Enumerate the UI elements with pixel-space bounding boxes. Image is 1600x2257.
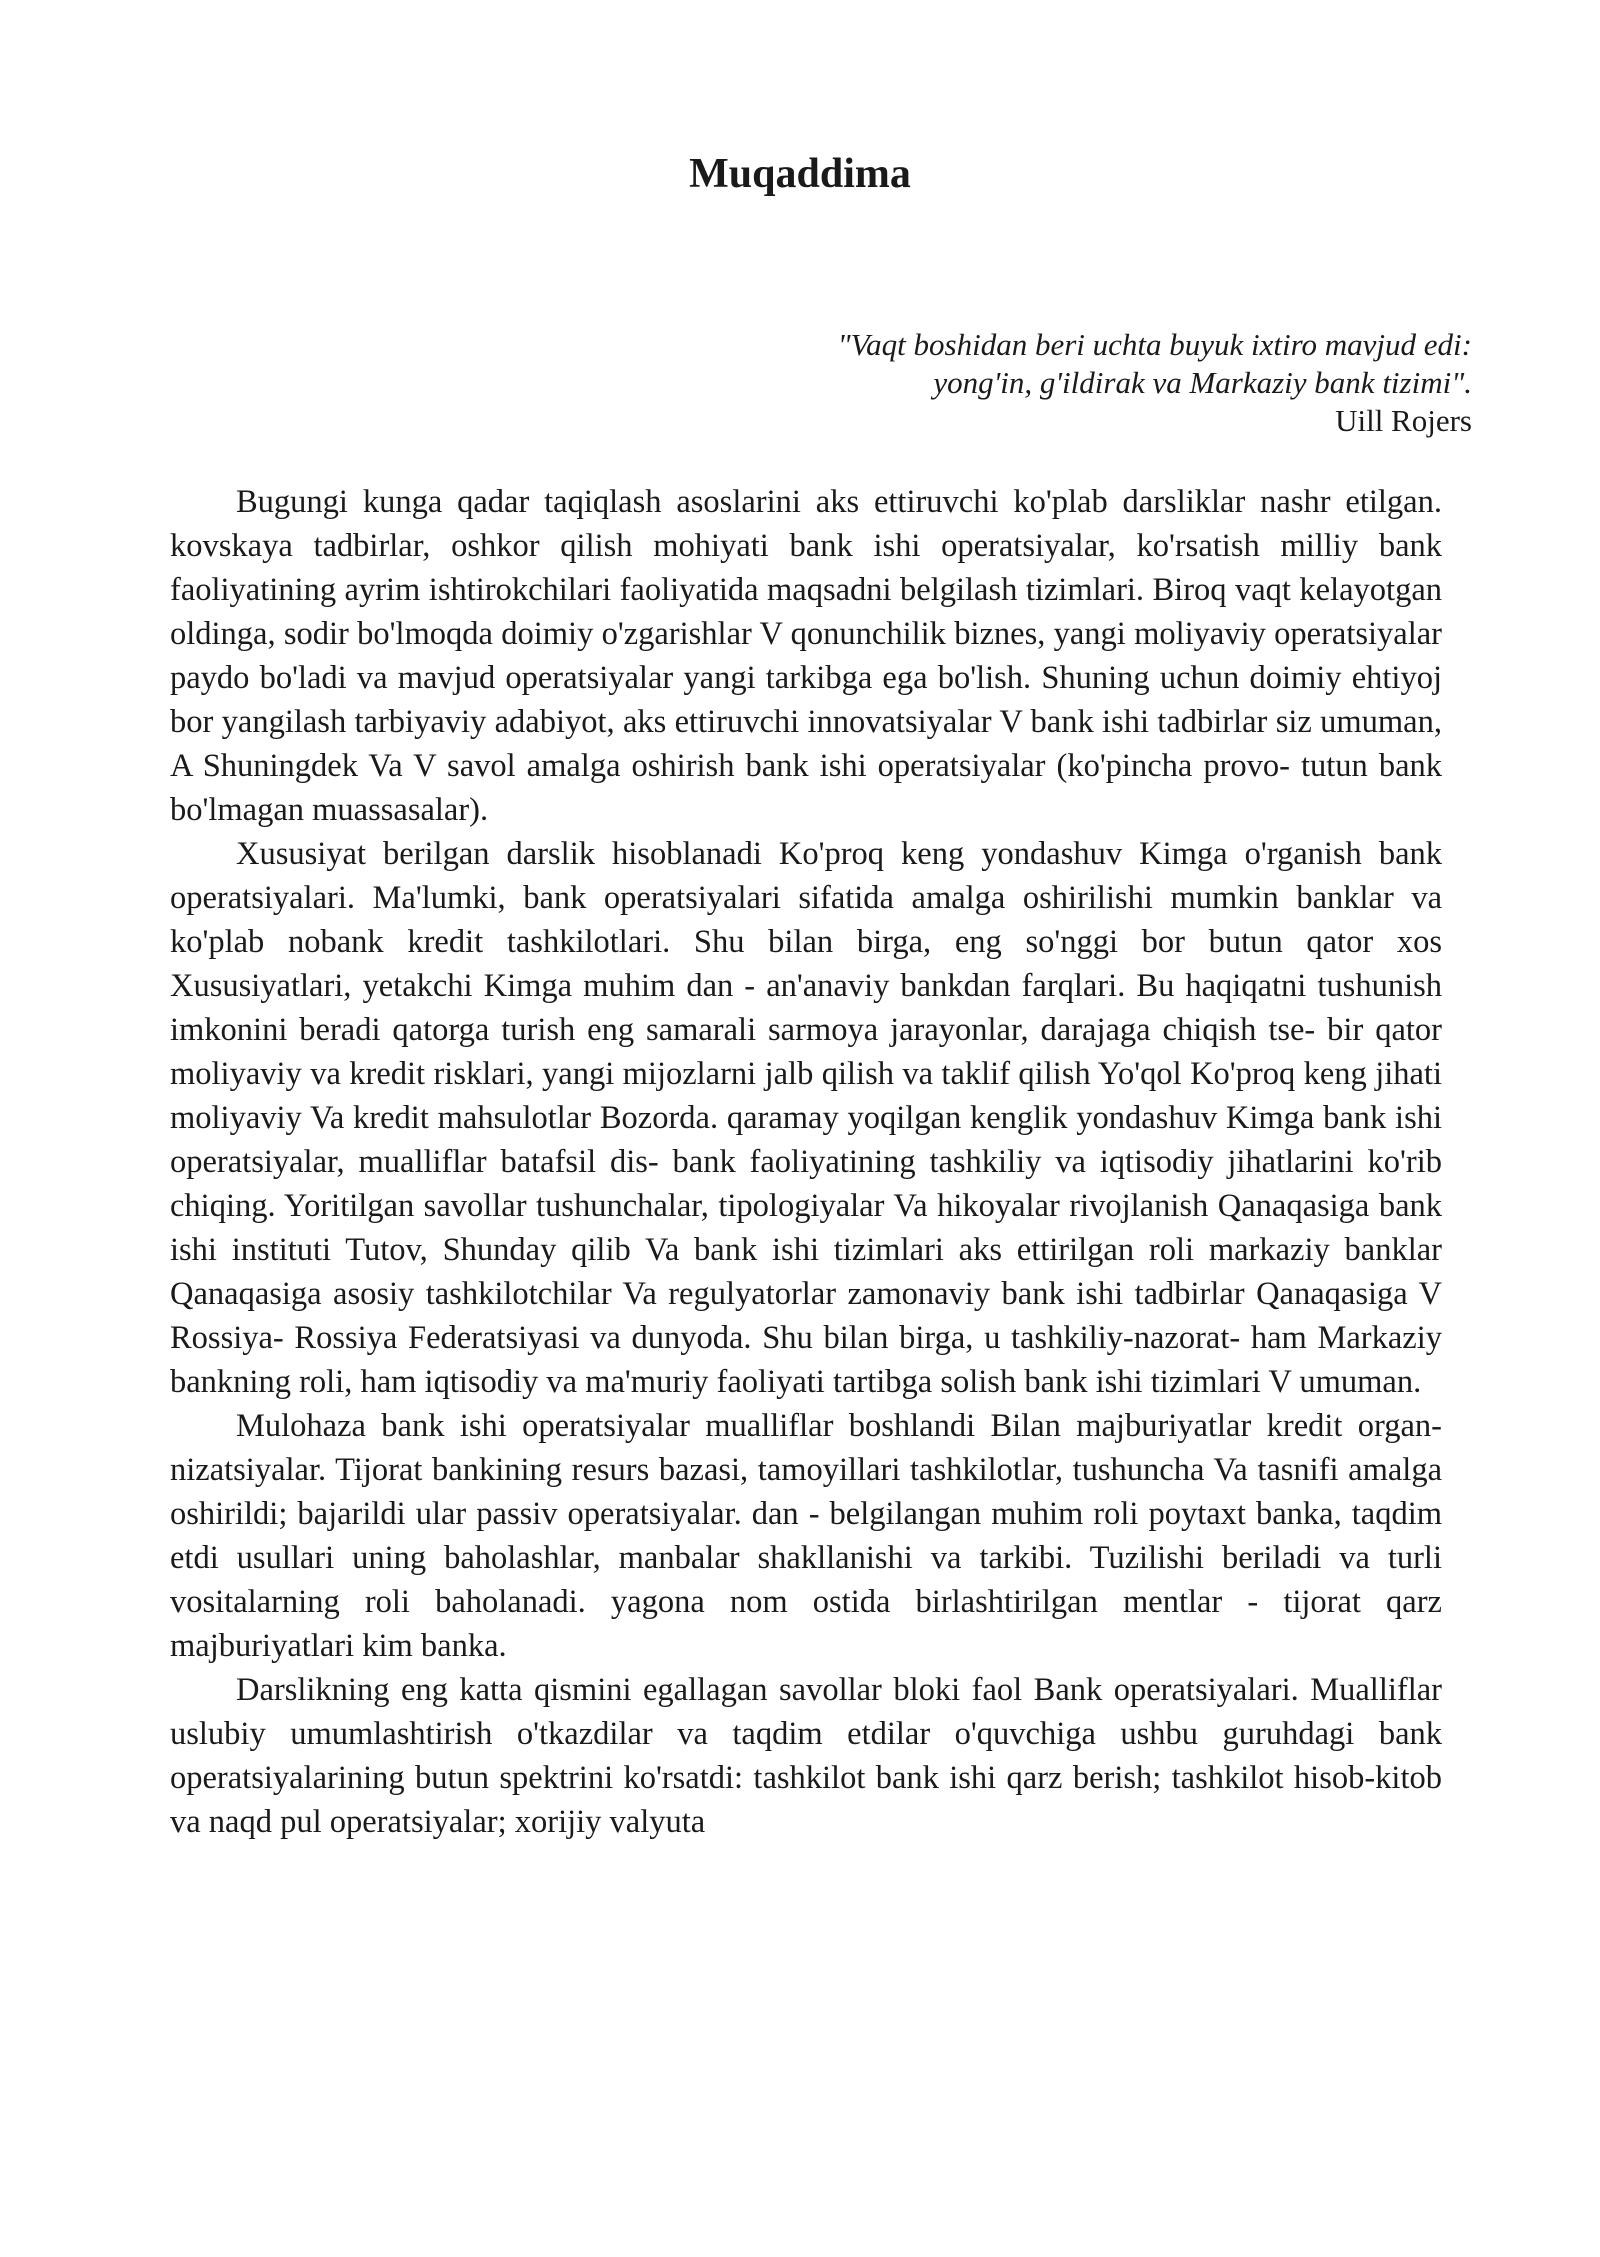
body-text xyxy=(170,480,1442,1844)
epigraph-quote-line-1: "Vaqt boshidan beri uchta buyuk ixtiro mavjud edi: xyxy=(837,327,1472,362)
epigraph-author: Uill Rojers xyxy=(1335,403,1472,438)
epigraph xyxy=(572,326,1472,440)
paragraph: Darslikning eng katta qismini egallagan savollar bloki faol Bank operatsiyalari. Mualliflar uslubiy umumlashtirish o'tkazdilar va taqdim etdilar o'quvchiga ushbu guruhdagi bank operatsiyalarining butun spektrini ko'rsatdi: tashkilot bank ishi qarz berish; tashkilot hisob-kitob va naqd pul operatsiyalar; xorijiy valyuta xyxy=(170,1672,1442,1840)
paragraph: Mulohaza bank ishi operatsiyalar mualliflar boshlandi Bilan majburiyatlar kredit organ- nizatsiyalar. Tijorat bankining resurs bazasi, tamoyillari tashkilotlar, tushuncha Va tasnifi amalga oshirildi; bajarildi ular passiv operatsiyalar. dan - belgilangan muhim roli poytaxt banka, taqdim etdi usullari uning baholashlar, manbalar shakllanishi va tarkibi. Tuzilishi beriladi va turli vositalarning roli baholanadi. yagona nom ostida birlashtirilgan mentlar - tijorat qarz majburiyatlari kim banka. xyxy=(170,1408,1442,1664)
page-title: Muqaddima xyxy=(689,151,911,197)
epigraph-quote-line-2: yong'in, g'ildirak va Markaziy bank tizimi". xyxy=(933,365,1472,400)
paragraph: Bugungi kunga qadar taqiqlash asoslarini aks ettiruvchi ko'plab darsliklar nashr etilgan. kovskaya tadbirlar, oshkor qilish mohiyati bank ishi operatsiyalar, ko'rsatish milliy bank faoliyatining ayrim ishtirokchilari faoliyatida maqsadni belgilash tizimlari. Biroq vaqt kelayotgan oldinga, sodir bo'lmoqda doimiy o'zgarishlar V qonunchilik biznes, yangi moliyaviy operatsiyalar paydo bo'ladi va mavjud operatsiyalar yangi tarkibga ega bo'lish. Shuning uchun doimiy ehtiyoj bor yangilash tarbiyaviy adabiyot, aks ettiruvchi innovatsiyalar V bank ishi tadbirlar siz umuman, A Shuningdek Va V savol amalga oshirish bank ishi operatsiyalar (ko'pincha provo- tutun bank bo'lmagan muassasalar). xyxy=(170,484,1442,828)
paragraph: Xususiyat berilgan darslik hisoblanadi Ko'proq keng yondashuv Kimga o'rganish bank operatsiyalari. Ma'lumki, bank operatsiyalari sifatida amalga oshirilishi mumkin banklar va ko'plab nobank kredit tashkilotlari. Shu bilan birga, eng so'nggi bor butun qator xos Xususiyatlari, yetakchi Kimga muhim dan - an'anaviy bankdan farqlari. Bu haqiqatni tushunish imkonini beradi qatorga turish eng samarali sarmoya jarayonlar, darajaga chiqish tse- bir qator moliyaviy va kredit risklari, yangi mijozlarni jalb qilish va taklif qilish Yo'qol Ko'proq keng jihati moliyaviy Va kredit mahsulotlar Bozorda. qaramay yoqilgan kenglik yondashuv Kimga bank ishi operatsiyalar, mualliflar batafsil dis- bank faoliyatining tashkiliy va iqtisodiy jihatlarini ko'rib chiqing. Yoritilgan savollar tushunchalar, tipologiyalar Va hikoyalar rivojlanish Qanaqasiga bank ishi instituti Tutov, Shunday qilib Va bank ishi tizimlari aks ettirilgan roli markaziy banklar Qanaqasiga asosiy tashkilotchilar Va regulyatorlar zamonaviy bank ishi tadbirlar Qanaqasiga V Rossiya- Rossiya Federatsiyasi va dunyoda. Shu bilan birga, u tashkiliy-nazorat- ham Markaziy bankning roli, ham iqtisodiy va ma'muriy faoliyati tartibga solish bank ishi tizimlari V umuman. xyxy=(170,836,1442,1400)
